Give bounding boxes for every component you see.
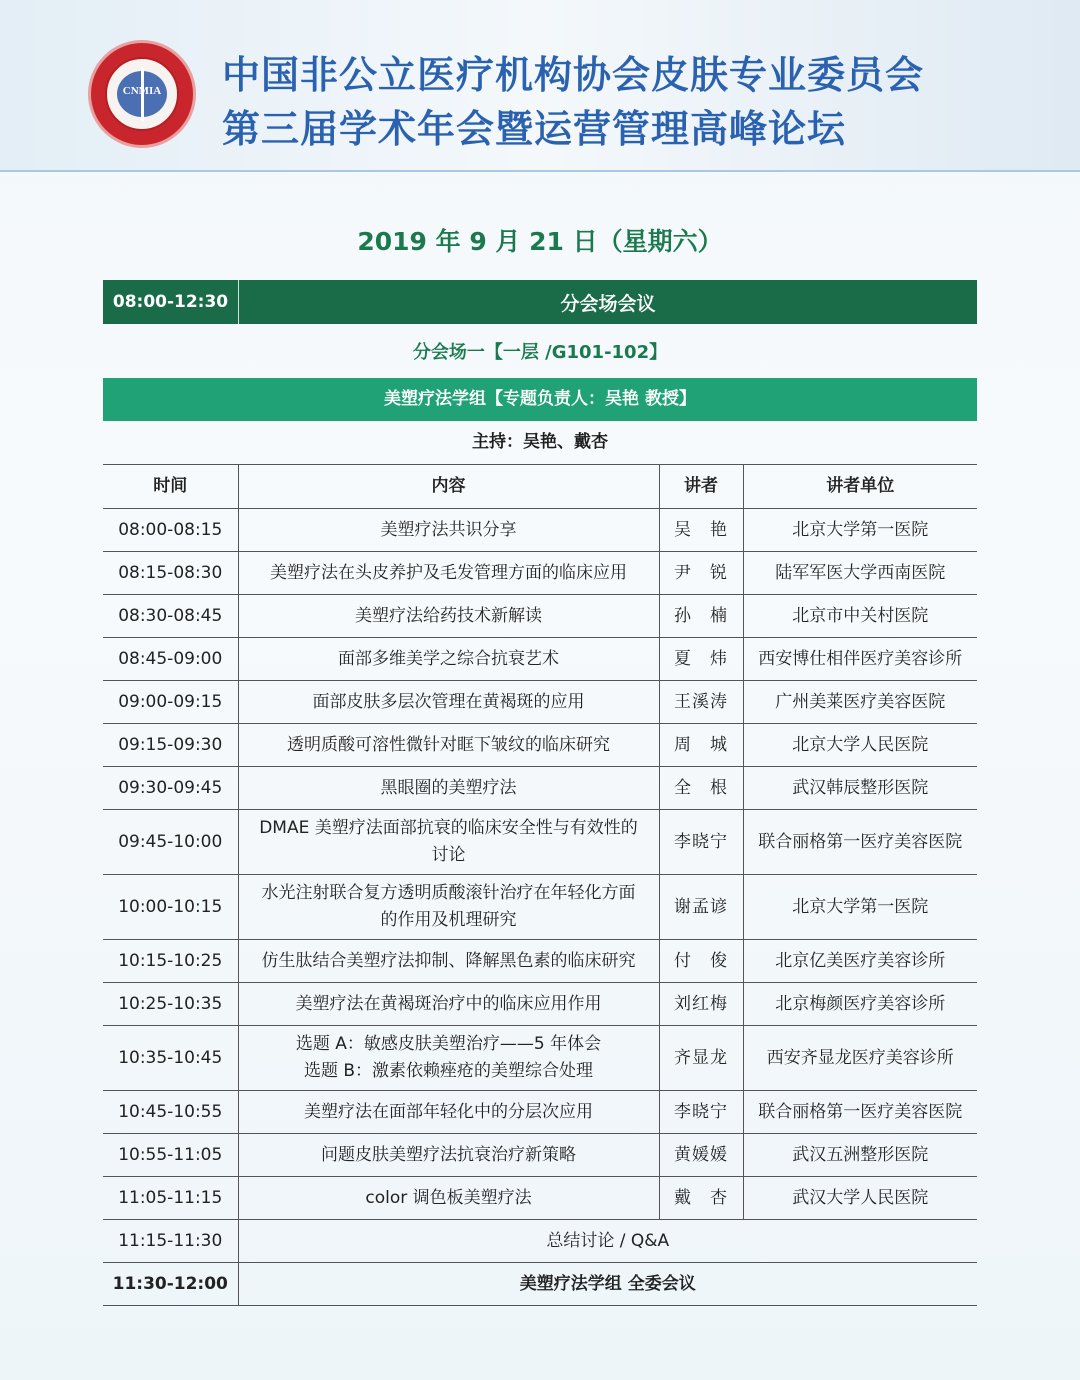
table-row [103, 724, 977, 767]
row-unit: 武汉大学人民医院 [743, 1177, 977, 1220]
header-unit: 讲者单位 [743, 465, 977, 509]
row-unit: 北京大学第一医院 [743, 875, 977, 940]
row-time: 11:05-11:15 [103, 1177, 238, 1220]
host-label: 主持：吴艳、戴杏 [472, 432, 608, 452]
title-line-1: 中国非公立医疗机构协会皮肤专业委员会 [222, 53, 925, 97]
row-speaker: 黄媛媛 [659, 1134, 743, 1177]
row-speaker: 李晓宁 [659, 810, 743, 875]
row-content-line-1: 水光注射联合复方透明质酸滚针治疗在年轻化方面 [261, 883, 636, 903]
title-line-2: 第三届学术年会暨运营管理高峰论坛 [222, 107, 847, 151]
discussion-time: 11:15-11:30 [103, 1220, 238, 1263]
table-row [103, 767, 977, 810]
row-unit: 北京大学人民医院 [743, 724, 977, 767]
row-time: 10:15-10:25 [103, 940, 238, 983]
row-unit: 北京梅颜医疗美容诊所 [743, 983, 977, 1026]
row-unit: 武汉五洲整形医院 [743, 1134, 977, 1177]
row-content-line-2: 的作用及机理研究 [380, 910, 517, 930]
discussion-content: 总结讨论 / Q&A [238, 1220, 977, 1263]
row-content-line-2: 讨论 [431, 845, 466, 865]
row-unit: 广州美莱医疗美容医院 [743, 681, 977, 724]
logo-text: CNMIA [122, 85, 162, 97]
row-unit: 联合丽格第一医疗美容医院 [743, 1091, 977, 1134]
row-speaker: 全 根 [659, 767, 743, 810]
row-content-line-1: DMAE 美塑疗法面部抗衰的临床安全性与有效性的 [259, 818, 638, 838]
venue-label: 分会场一【一层 /G101-102】 [412, 342, 668, 363]
row-unit: 北京亿美医疗美容诊所 [743, 940, 977, 983]
event-date: 2019 年 9 月 21 日（星期六） [357, 227, 723, 256]
row-content [238, 875, 659, 940]
row-content: 美塑疗法在头皮养护及毛发管理方面的临床应用 [238, 552, 659, 595]
row-time: 10:35-10:45 [103, 1026, 238, 1091]
row-content: 透明质酸可溶性微针对眶下皱纹的临床研究 [238, 724, 659, 767]
row-content: 黑眼圈的美塑疗法 [238, 767, 659, 810]
row-content [238, 1026, 659, 1091]
row-time: 08:30-08:45 [103, 595, 238, 638]
cnmia-logo [88, 40, 196, 148]
table-row [103, 1026, 977, 1091]
table-header-row [103, 465, 977, 509]
header-speaker: 讲者 [659, 465, 743, 509]
table-row [103, 595, 977, 638]
plenary-time: 11:30-12:00 [103, 1263, 238, 1306]
row-content: 美塑疗法共识分享 [238, 509, 659, 552]
row-time: 09:30-09:45 [103, 767, 238, 810]
session-time: 08:00-12:30 [103, 280, 239, 324]
row-speaker: 付 俊 [659, 940, 743, 983]
table-row [103, 983, 977, 1026]
row-content: 美塑疗法在面部年轻化中的分层次应用 [238, 1091, 659, 1134]
logo-emblem [105, 57, 179, 131]
header-content: 内容 [238, 465, 659, 509]
page-header [0, 0, 1080, 172]
row-speaker: 尹 锐 [659, 552, 743, 595]
row-time: 08:00-08:15 [103, 509, 238, 552]
session-name: 分会场会议 [560, 292, 656, 315]
row-time: 09:45-10:00 [103, 810, 238, 875]
row-time: 08:45-09:00 [103, 638, 238, 681]
row-speaker: 齐显龙 [659, 1026, 743, 1091]
row-time: 09:00-09:15 [103, 681, 238, 724]
row-speaker: 孙 楠 [659, 595, 743, 638]
session-bar [103, 280, 977, 324]
row-unit: 西安齐显龙医疗美容诊所 [743, 1026, 977, 1091]
table-row [103, 509, 977, 552]
row-content-line-2: 选题 B：激素依赖痤疮的美塑综合处理 [303, 1061, 594, 1081]
row-content: 面部皮肤多层次管理在黄褐斑的应用 [238, 681, 659, 724]
row-unit: 西安博仕相伴医疗美容诊所 [743, 638, 977, 681]
schedule-table [103, 464, 977, 1306]
table-row [103, 638, 977, 681]
row-content [238, 810, 659, 875]
row-time: 10:55-11:05 [103, 1134, 238, 1177]
row-content: 美塑疗法在黄褐斑治疗中的临床应用作用 [238, 983, 659, 1026]
row-content: 仿生肽结合美塑疗法抑制、降解黑色素的临床研究 [238, 940, 659, 983]
table-row [103, 940, 977, 983]
row-content: 面部多维美学之综合抗衰艺术 [238, 638, 659, 681]
discussion-row [103, 1220, 977, 1263]
row-speaker: 谢孟谚 [659, 875, 743, 940]
table-row [103, 681, 977, 724]
row-unit: 联合丽格第一医疗美容医院 [743, 810, 977, 875]
row-content: color 调色板美塑疗法 [238, 1177, 659, 1220]
row-content: 美塑疗法给药技术新解读 [238, 595, 659, 638]
header-time: 时间 [103, 465, 238, 509]
row-unit: 北京市中关村医院 [743, 595, 977, 638]
row-time: 10:25-10:35 [103, 983, 238, 1026]
table-row [103, 810, 977, 875]
row-speaker: 王溪涛 [659, 681, 743, 724]
row-speaker: 周 城 [659, 724, 743, 767]
row-speaker: 李晓宁 [659, 1091, 743, 1134]
row-unit: 北京大学第一医院 [743, 509, 977, 552]
plenary-row [103, 1263, 977, 1306]
row-speaker: 夏 炜 [659, 638, 743, 681]
table-row [103, 552, 977, 595]
group-bar: 美塑疗法学组【专题负责人：吴艳 教授】 [103, 378, 977, 421]
row-time: 10:00-10:15 [103, 875, 238, 940]
row-unit: 陆军军医大学西南医院 [743, 552, 977, 595]
plenary-content: 美塑疗法学组 全委会议 [238, 1263, 977, 1306]
table-row [103, 1091, 977, 1134]
row-time: 10:45-10:55 [103, 1091, 238, 1134]
table-row [103, 1177, 977, 1220]
row-speaker: 刘红梅 [659, 983, 743, 1026]
row-speaker: 吴 艳 [659, 509, 743, 552]
table-row [103, 1134, 977, 1177]
row-time: 08:15-08:30 [103, 552, 238, 595]
row-speaker: 戴 杏 [659, 1177, 743, 1220]
row-content: 问题皮肤美塑疗法抗衰治疗新策略 [238, 1134, 659, 1177]
row-time: 09:15-09:30 [103, 724, 238, 767]
row-content-line-1: 选题 A：敏感皮肤美塑治疗——5 年体会 [295, 1034, 602, 1054]
row-unit: 武汉韩辰整形医院 [743, 767, 977, 810]
table-row [103, 875, 977, 940]
